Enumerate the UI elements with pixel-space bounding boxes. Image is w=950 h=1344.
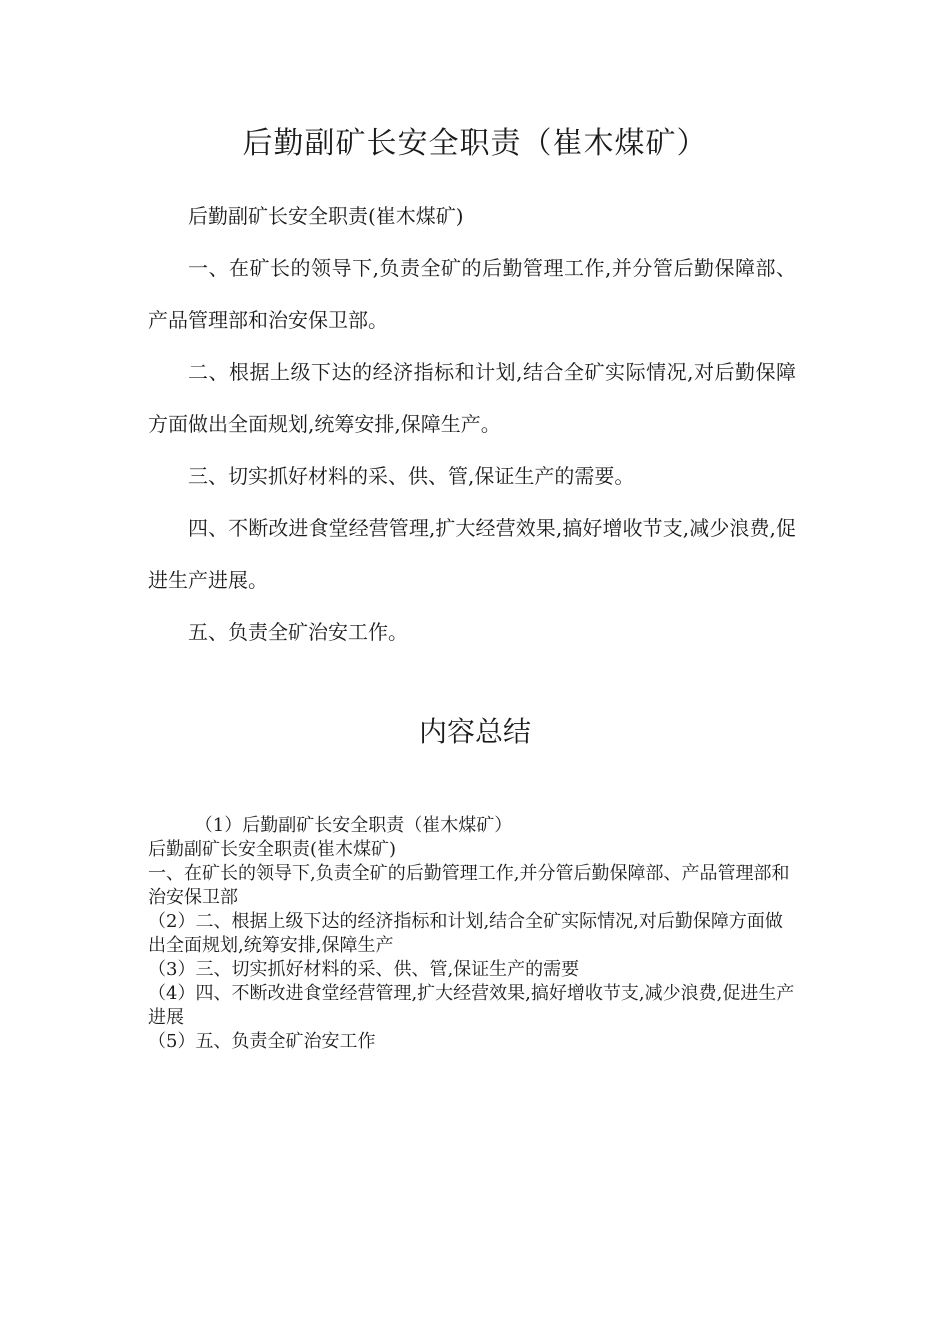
document-body xyxy=(148,190,796,658)
summary-body xyxy=(148,814,798,1054)
paragraph-item-1: 一、在矿长的领导下,负责全矿的后勤管理工作,并分管后勤保障部、产品管理部和治安保卫部。 xyxy=(148,256,796,332)
summary-line: （1）后勤副矿长安全职责（崔木煤矿） xyxy=(194,815,513,836)
summary-line: 一、在矿长的领导下,负责全矿的后勤管理工作,并分管后勤保障部、产品管理部和治安保卫部 xyxy=(148,863,790,908)
summary-line: 后勤副矿长安全职责(崔木煤矿) xyxy=(148,839,397,860)
paragraph-item-2: 二、根据上级下达的经济指标和计划,结合全矿实际情况,对后勤保障方面做出全面规划,统筹安排,保障生产。 xyxy=(148,360,796,436)
summary-line: （5）五、负责全矿治安工作 xyxy=(148,1031,376,1052)
summary-line: （3）三、切实抓好材料的采、供、管,保证生产的需要 xyxy=(148,959,580,980)
paragraph-item-5: 五、负责全矿治安工作。 xyxy=(188,620,408,644)
summary-line: （4）四、不断改进食堂经营管理,扩大经营效果,搞好增收节支,减少浪费,促进生产进展 xyxy=(148,983,795,1028)
paragraph-item-3: 三、切实抓好材料的采、供、管,保证生产的需要。 xyxy=(188,464,635,488)
paragraph-item-4: 四、不断改进食堂经营管理,扩大经营效果,搞好增收节支,减少浪费,促进生产进展。 xyxy=(148,516,796,592)
document-title: 后勤副矿长安全职责（崔木煤矿） xyxy=(242,126,708,161)
summary-title: 内容总结 xyxy=(418,715,531,748)
paragraph-heading: 后勤副矿长安全职责(崔木煤矿) xyxy=(188,204,464,228)
summary-line: （2）二、根据上级下达的经济指标和计划,结合全矿实际情况,对后勤保障方面做出全面规划,统筹安排,保障生产 xyxy=(148,911,783,956)
